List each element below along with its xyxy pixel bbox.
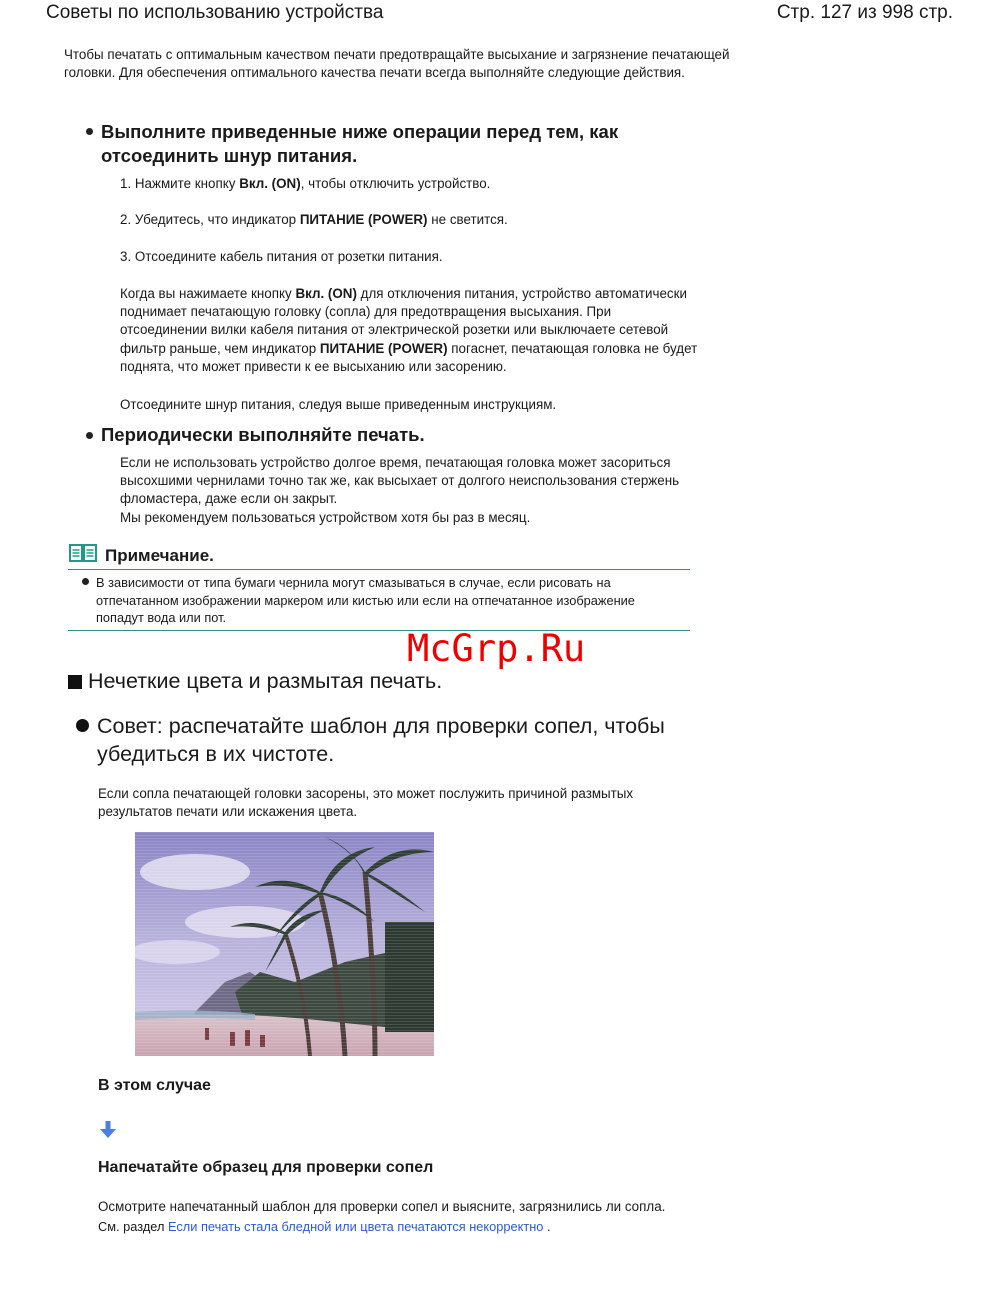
page-counter: Стр. 127 из 998 стр. <box>776 2 953 23</box>
section2-heading: Периодически выполняйте печать. <box>101 424 425 445</box>
bullet-icon <box>86 128 93 135</box>
action-text: Осмотрите напечатанный шаблон для проверки сопел и выясните, загрязнились ли сопла. <box>98 1199 666 1214</box>
tip-heading: Совет: распечатайте шаблон для проверки сопел, чтобы убедиться в их чистоте. <box>97 714 665 766</box>
bullet-icon <box>76 719 89 732</box>
note-top-divider <box>68 569 690 570</box>
button-name-on: Вкл. (ON) <box>239 176 301 191</box>
bullet-icon <box>82 578 89 585</box>
arrow-down-icon <box>100 1121 116 1139</box>
section2-paragraph: Если не использовать устройство долгое время, печатающая головка может засориться высохшими чернилами точно так же, как высыхает от долгого неиспользования стержень фломастера, даже если он закрыт. Мы рекомендуем пользоваться устройством хотя бы раз в месяц. <box>120 455 680 525</box>
book-icon <box>69 543 97 563</box>
step-2: 2. Убедитесь, что индикатор ПИТАНИЕ (POWER) не светится. <box>120 212 508 227</box>
case-label: В этом случае <box>98 1077 211 1094</box>
bullet-icon <box>86 432 93 439</box>
explanation-paragraph: Когда вы нажимаете кнопку Вкл. (ON) для отключения питания, устройство автоматически поднимает печатающую головку (сопла) для предотвращения высыхания. При отсоединении вилки кабеля питания от электрической розетки или выключаете сетевой фильтр раньше, чем индикатор ПИТАНИЕ (POWER) погаснет, печатающая головка не будет поднята, что может привести к ее высыханию или засорению. <box>120 286 698 374</box>
problem-heading: Нечеткие цвета и размытая печать. <box>88 669 443 693</box>
indicator-name-power: ПИТАНИЕ (POWER) <box>299 212 428 227</box>
closing-instruction: Отсоедините шнур питания, следуя выше приведенным инструкциям. <box>120 397 557 412</box>
note-text: В зависимости от типа бумаги чернила могут смазываться в случае, если рисовать на отпечатанном изображении маркером или кистью или если на отпечатанное изображение попадут вода или пот. <box>96 575 635 625</box>
square-bullet-icon <box>68 675 82 689</box>
see-also-link[interactable]: Если печать стала бледной или цвета печатаются некорректно <box>168 1219 544 1234</box>
step-1: 1. Нажмите кнопку Вкл. (ON), чтобы отключить устройство. <box>120 176 491 191</box>
watermark-logo: McGrp.Ru <box>407 627 586 670</box>
see-also: См. раздел Если печать стала бледной или цвета печатаются некорректно . <box>98 1219 551 1234</box>
note-title: Примечание. <box>105 546 214 565</box>
section1-heading-line2: отсоединить шнур питания. <box>101 145 358 166</box>
note-bottom-divider <box>68 630 690 631</box>
tip-description: Если сопла печатающей головки засорены, это может послужить причиной размытых результатов печати или искажения цвета. <box>98 786 634 820</box>
step-3: 3. Отсоедините кабель питания от розетки питания. <box>120 249 443 264</box>
action-heading: Напечатайте образец для проверки сопел <box>98 1159 434 1176</box>
page-title: Советы по использованию устройства <box>46 2 384 23</box>
beach-palm-photo <box>135 832 434 1056</box>
intro-paragraph: Чтобы печатать с оптимальным качеством печати предотвращайте высыхание и загрязнение печатающей головки. Для обеспечения оптимального качества печати всегда выполняйте следующие действия. <box>64 47 730 81</box>
section1-heading-line1: Выполните приведенные ниже операции перед тем, как <box>101 121 619 142</box>
